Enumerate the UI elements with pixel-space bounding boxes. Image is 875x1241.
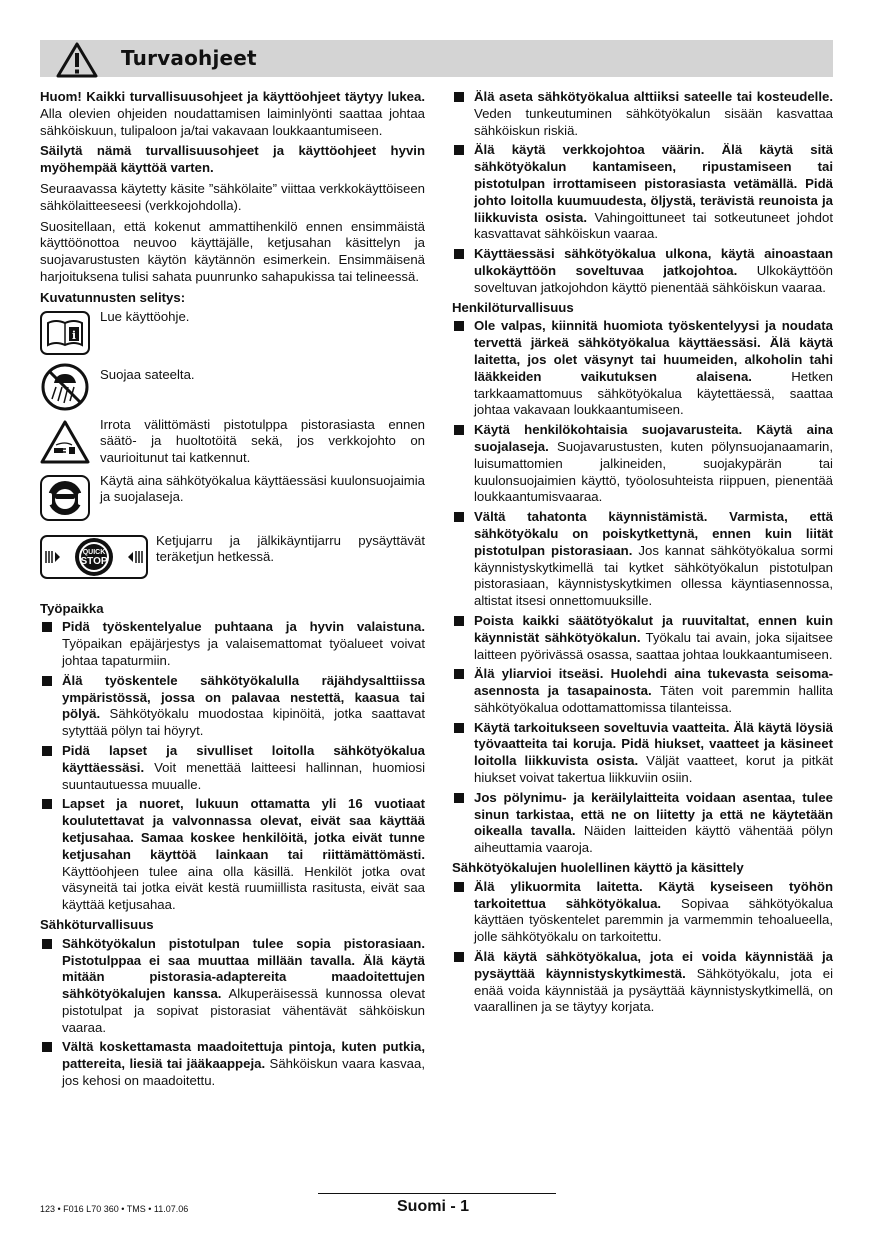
symbols-heading: Kuvatunnusten selitys:: [40, 289, 186, 305]
bullet-square-icon: [454, 321, 464, 331]
list-item: Käytä henkilökohtaisia suojavarusteita. Käytä aina suojalaseja. Suojavarustusten, kuten pölynsuojanaamarin, luisumattomien jalkineiden, suojakypärän tai kuulonsuojaimien käyttö, työolosuhteista riippuen, pienentää loukkaantumisvaaraa.: [452, 422, 833, 506]
symbol-text: Ketjujarru ja jälkikäyntijarru pysäyttävät teräketjun hetkessä.: [156, 532, 425, 565]
list-item: Lapset ja nuoret, lukuun ottamatta yli 16 vuotiaat koulutettavat ja valvonnassa olevat, eivät saa käyttää ketjusahaa. Samaa koskee henkilöitä, jotka eivät tunne ketjusahan käyttöä lainkaan tai riittämättömästi. Käyttöohjeen tulee aina olla käsillä. Henkilöt jotka ovat väsyneitä tai jotka eivät kestä ruumiillista rasitusta, eivät saa käyttää ketjusahaa.: [40, 796, 425, 914]
bullet-square-icon: [454, 723, 464, 733]
symbol-text: Lue käyttöohje.: [100, 308, 190, 324]
section-header: [40, 40, 833, 77]
unplug-warning-icon: [40, 419, 90, 465]
symbol-row-manual: [40, 309, 425, 355]
symbol-text: Irrota välittömästi pistotulppa pistorasiasta ennen säätö- ja huoltotöitä sekä, jos verkkojohto on vaurioitunut tai katkennut.: [100, 416, 425, 466]
page-number: Suomi - 1: [397, 1198, 470, 1215]
bullet-square-icon: [454, 616, 464, 626]
page-title: Turvaohjeet: [121, 46, 257, 70]
list-item: Älä työskentele sähkötyökalulla räjähdysalttiissa ympäristössä, jossa on palavaa nestettä, kaasua tai pölyä. Sähkötyökalu muodostaa kipinöitä, jotka saattavat sytyttää pölyn tai höyryt.: [40, 673, 425, 740]
bullet-square-icon: [454, 92, 464, 102]
personal-heading: Henkilöturvallisuus: [452, 299, 574, 315]
list-item: Vältä koskettamasta maadoitettuja pintoja, kuten putkia, pattereita, liesiä tai jääkaappeja. Sähköiskun vaara kasvaa, jos kehosi on maadoitettu.: [40, 1039, 425, 1089]
bullet-square-icon: [454, 249, 464, 259]
ear-eye-protection-icon: [40, 475, 90, 521]
quick-label: QUICK: [82, 548, 106, 556]
right-column: [452, 89, 833, 1019]
bullet-square-icon: [454, 512, 464, 522]
list-item: Pidä työskentelyalue puhtaana ja hyvin valaistuna. Työpaikan epäjärjestys ja valaisemattomat työalueet voivat johtaa tapaturmiin.: [40, 619, 425, 669]
bullet-square-icon: [42, 676, 52, 686]
list-item: Älä käytä sähkötyökalua, jota ei voida käynnistää ja pysäyttää käynnistyskytkimestä. Sähkötyökalu, jota ei enää voida käynnistää ja pysäyttää käynnistyskytkimellä, on vaarallinen ja se täytyy korjata.: [452, 949, 833, 1016]
list-item: Sähkötyökalun pistotulpan tulee sopia pistorasiaan. Pistotulppaa ei saa muuttaa millään tavalla. Älä käytä mitään pistorasia-adaptereita maadoitettujen sähkötyökalujen kanssa. Alkuperäisessä kunnossa olevat pistotulpat ja sopivat pistorasiat vähentävät sähköiskun vaaraa.: [40, 936, 425, 1037]
footer-divider: [318, 1193, 556, 1194]
list-item: Älä käytä verkkojohtoa väärin. Älä käytä sitä sähkötyökalun kantamiseen, ripustamiseen tai pistotulpan irrottamiseen pistorasiasta vetämällä. Pidä johto loitolla kuumuudesta, öljystä, terävistä reunoista ja liikkuvista osista. Vahingoittuneet tai sotkeutuneet johdot kasvattavat sähköiskun vaaraa.: [452, 142, 833, 243]
symbol-text: Käytä aina sähkötyökalua käyttäessäsi kuulonsuojaimia ja suojalaseja.: [100, 472, 425, 505]
list-item: Älä ylikuormita laitetta. Käytä kyseiseen työhön tarkoitettua sähkötyökalua. Sopivaa sähkötyökalua käyttäen työskentelet paremmin ja varmemmin tehoalueella, jolle sähkötyökalu on tarkoitettu.: [452, 879, 833, 946]
list-item: Poista kaikki säätötyökalut ja ruuvitaltat, ennen kuin käynnistät sähkötyökalun. Työkalu tai avain, joka sijaitsee laitteen pyörivässä osassa, saattaa johtaa loukkaantumiseen.: [452, 613, 833, 663]
document-code: 123 • F016 L70 360 • TMS • 11.07.06: [40, 1204, 189, 1214]
bullet-square-icon: [454, 669, 464, 679]
list-item: Älä yliarvioi itseäsi. Huolehdi aina tukevasta seisoma-asennosta ja tasapainosta. Täten voit paremmin hallita sähkötyökalua odottamattomissa tilanteissa.: [452, 666, 833, 716]
bullet-square-icon: [42, 622, 52, 632]
list-item: Ole valpas, kiinnitä huomiota työskentelyysi ja noudata tervettä järkeä sähkötyökalua käyttäessäsi. Älä käytä laitetta, jos olet väsynyt tai huumeiden, alkoholin tahi lääkkeiden vaikutuksen alaisena. Hetken tarkkaamattomuus sähkötyökalua käytettäessä, saattaa johtaa vakavaan loukkaantumiseen.: [452, 318, 833, 419]
quick-stop-icon: [40, 535, 148, 579]
keep-instructions: Säilytä nämä turvallisuusohjeet ja käyttöohjeet hyvin myöhempää käyttöä varten.: [40, 143, 425, 176]
svg-text:i: i: [71, 328, 77, 342]
read-manual-icon: [40, 311, 90, 355]
left-column: [40, 89, 425, 1093]
bullet-square-icon: [42, 746, 52, 756]
bullet-square-icon: [454, 145, 464, 155]
bullet-square-icon: [454, 425, 464, 435]
recommendation: Suositellaan, että kokenut ammattihenkilö ennen ensimmäistä käyttöönottoa neuvoo käyttäjälle, ketjusahan käsittelyn ja suojavarustusten käytön käytännön esimerkein. Ensimmäisenä harjoituksena tulisi sahata puunrunko sahapukissa tai telineessä.: [40, 218, 425, 284]
symbol-row-rain: [40, 361, 425, 411]
warning-triangle-icon: [55, 41, 99, 79]
no-rain-icon: [40, 363, 90, 411]
bullet-square-icon: [42, 1042, 52, 1052]
care-heading: Sähkötyökalujen huolellinen käyttö ja käsittely: [452, 860, 744, 876]
list-item: Pidä lapset ja sivulliset loitolla sähkötyökalua käyttäessäsi. Voit menettää laitteesi hallinnan, huomiosi suuntautuessa muualle.: [40, 743, 425, 793]
symbol-row-quickstop: [40, 533, 425, 595]
bullet-square-icon: [42, 939, 52, 949]
bullet-square-icon: [454, 793, 464, 803]
list-item: Käyttäessäsi sähkötyökalua ulkona, käytä ainoastaan ulkokäyttöön soveltuvaa jatkojohtoa. Ulkokäyttöön soveltuvan jatkojohdon käyttö pienentää sähköiskun vaaraa.: [452, 246, 833, 296]
electrical-heading: Sähköturvallisuus: [40, 916, 154, 932]
symbol-text: Suojaa sateelta.: [100, 366, 195, 382]
bullet-square-icon: [454, 952, 464, 962]
bullet-square-icon: [454, 882, 464, 892]
list-item: Käytä tarkoitukseen soveltuvia vaatteita. Älä käytä löysiä työvaatteita tai koruja. Pidä hiukset, vaatteet ja käsineet loitolla liikkuvista osista. Väljät vaatteet, korut ja pitkät hiukset voivat takertua liikkuviin osiin.: [452, 720, 833, 787]
list-item: Älä aseta sähkötyökalua alttiiksi sateelle tai kosteudelle. Veden tunkeutuminen sähkötyökalun sisään kasvattaa sähköiskun riskiä.: [452, 89, 833, 139]
work-heading: Työpaikka: [40, 600, 104, 616]
symbol-row-unplug: [40, 417, 425, 467]
symbol-row-protection: [40, 473, 425, 527]
bullet-square-icon: [42, 799, 52, 809]
intro-paragraph: Huom! Kaikki turvallisuusohjeet ja käyttöohjeet täytyy lukea. Alla olevien ohjeiden noudattamisen laiminlyönti saattaa johtaa sähköiskuun, tulipaloon ja/tai vakavaan loukkaantumiseen.: [40, 89, 425, 138]
list-item: Jos pölynimu- ja keräilylaitteita voidaan asentaa, tulee sinun tarkistaa, että ne on liitetty ja että ne käytetään oikealla tavalla. Näiden laitteiden käyttö vähentää pölyn aiheuttamia vaaroja.: [452, 790, 833, 857]
stop-label: STOP: [80, 555, 108, 567]
term-definition: Seuraavassa käytetty käsite ”sähkölaite” viittaa verkkokäyttöiseen sähkölaitteeseesi (verkkojohdolla).: [40, 180, 425, 213]
list-item: Vältä tahatonta käynnistämistä. Varmista, että sähkötyökalu on poiskytkettynä, ennen kuin liität pistotulpan pistorasiaan. Jos kannat sähkötyökalua sormi käynnistyskytkimellä tai kytket sähkötyökalun pistotulpan pistorasiaan, käynnistyskytkimen ollessa käyntiasennossa, altistat itsesi onnettomuuksille.: [452, 509, 833, 610]
